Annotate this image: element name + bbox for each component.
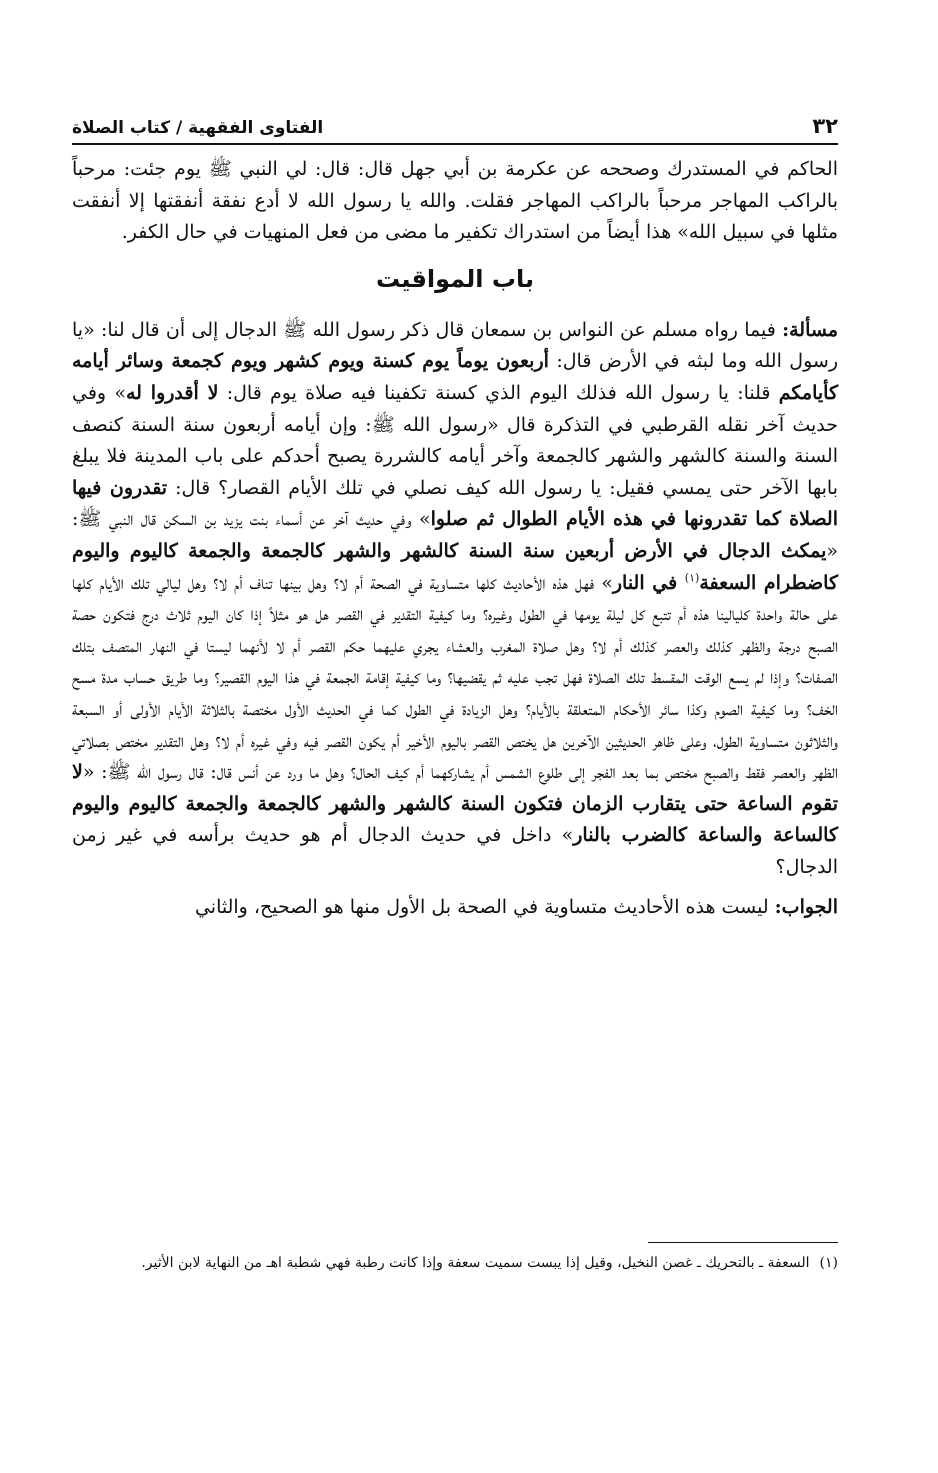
question-paragraph xyxy=(72,315,838,884)
footnote-marker: (١) xyxy=(819,1255,838,1271)
answer-paragraph xyxy=(72,892,838,924)
question-text-1: فيما رواه مسلم عن النواس بن سمعان قال ذكر رسول الله ﷺ الدجال إلى أن قال لنا: «يا رسول الله وما لبثه في الأرض قال: xyxy=(72,318,838,373)
page-header xyxy=(72,104,838,138)
question-text-5: » فهل هذه الأحاديث كلها متساوية في الصحة أم لا؟ وهل بينها تناف أم لا؟ وهل ليالي تلك الأيام كلها على حالة واحدة كليالينا هذه أم تتبع كل ليلة يومها في الطول وغيره؟ وما كيفية التقدير في القصر هل هو مثلاً إذا كان اليوم ثلاث درج فتكون حصة الصبح درجة والظهر كذلك والعصر كذلك أم لا؟ وهل صلاة المغرب والعشاء يجري عليهما حكم القصر أم لا لأنهما ليستا في النهار المتصف بتلك الصفات؟ وإذا لم يسع الوقت المقسط تلك الصلاة فهل تجب عليه ثم يقضيها؟ وما كيفية إقامة الجمعة في هذا اليوم القصير؟ وما طريق حساب مدة مسح الخف؟ وما كيفية الصوم وكذا سائر الأحكام المتعلقة بالأيام؟ وهل الزيادة في الطول كما في الحديث الأول مختصة بالثلاثة الأيام الأولى أو السبعة والثلاثون متساوية الطول، وعلى ظاهر الحديثين الآخرين هل يختص القصر باليوم الأخير أم يكون القصر فيه وفي غيره أم لا؟ وهل التقدير مختص بصلاتي الظهر والعصر فقط والصبح مختص بما بعد الفجر إلى طلوع الشمس أم يشاركهما أم كيف الحال؟ وهل ما ورد عن أنس قال: قال رسول الله ﷺ: « xyxy=(72,571,838,784)
chapter-title: باب المواقيت xyxy=(375,264,534,293)
hadith-quote-6: لا تقوم الساعة حتى يتقارب الزمان فتكون السنة كالشهر والشهر كالجمعة والجمعة كاليوم واليوم كالساعة والساعة كالضرب بالنار xyxy=(72,761,838,847)
answer-label: الجواب: xyxy=(774,896,838,919)
running-title: الفتاوى الفقهية / كتاب الصلاة xyxy=(72,118,324,138)
question-text-3: » وفي حديث آخر نقله القرطبي في التذكرة قال «رسول الله ﷺ: وإن أيامه أربعون سنة السنة كنصف السنة والسنة كالشهر والشهر كالجمعة وآخر أيامه كالشررة يصبح أحدكم على باب المدينة فلا يبلغ بابها الآخر حتى يمسي فقيل: يا رسول الله كيف نصلي في تلك الأيام القصار؟ قال: xyxy=(72,381,838,499)
page-number: ٣٢ xyxy=(812,114,838,138)
question-text-4: » وفي حديث آخر عن أسماء بنت يزيد بن السكن قال النبي ﷺ: « xyxy=(72,508,838,562)
footnote-rule xyxy=(648,1242,838,1243)
footnote xyxy=(72,1249,838,1277)
question-text-6: » داخل في حديث الدجال أم هو حديث برأسه في غير زمن الدجال؟ xyxy=(72,824,838,878)
header-rule xyxy=(72,143,838,145)
answer-text: ليست هذه الأحاديث متساوية في الصحة بل الأول منها هو الصحيح، والثاني xyxy=(194,896,775,919)
footnote-reference[interactable]: (١) xyxy=(684,571,700,585)
hadith-quote-4: يمكث الدجال في الأرض أربعين سنة السنة كالشهر والشهر كالجمعة والجمعة كاليوم واليوم كاضطرام السعفة xyxy=(72,539,838,594)
hadith-quote-1: أربعون يوماً يوم كسنة ويوم كشهر ويوم كجمعة وسائر أيامه كأيامكم xyxy=(72,350,838,404)
footnote-text: السعفة ـ بالتحريك ـ غصن النخيل، وقيل إذا يبست سميت سعفة وإذا كانت رطبة فهي شطبة اهـ من النهاية لابن الأثير. xyxy=(141,1255,810,1271)
main-text xyxy=(72,154,838,924)
question-label: مسألة: xyxy=(782,318,838,341)
hadith-quote-2: لا أقدروا له xyxy=(125,381,219,404)
question-text-2: قلنا: يا رسول الله فذلك اليوم الذي كسنة تكفينا فيه صلاة يوم قال: xyxy=(218,381,779,404)
intro-paragraph: الحاكم في المستدرك وصححه عن عكرمة بن أبي جهل قال: قال: لي النبي ﷺ يوم جئت: مرحباً بالراكب المهاجر مرحباً بالراكب المهاجر فقلت. والله يا رسول الله لا أدع نفقة أنفقتها إلا أنفقت مثلها في سبيل الله» هذا أيضاً من استدراك تكفير ما مضى من فعل المنهيات في حال الكفر. xyxy=(72,158,838,244)
hadith-quote-5: في النار xyxy=(612,571,685,594)
hadith-quote-3: تقدرون فيها الصلاة كما تقدرونها في هذه الأيام الطوال ثم صلوا xyxy=(72,476,838,531)
